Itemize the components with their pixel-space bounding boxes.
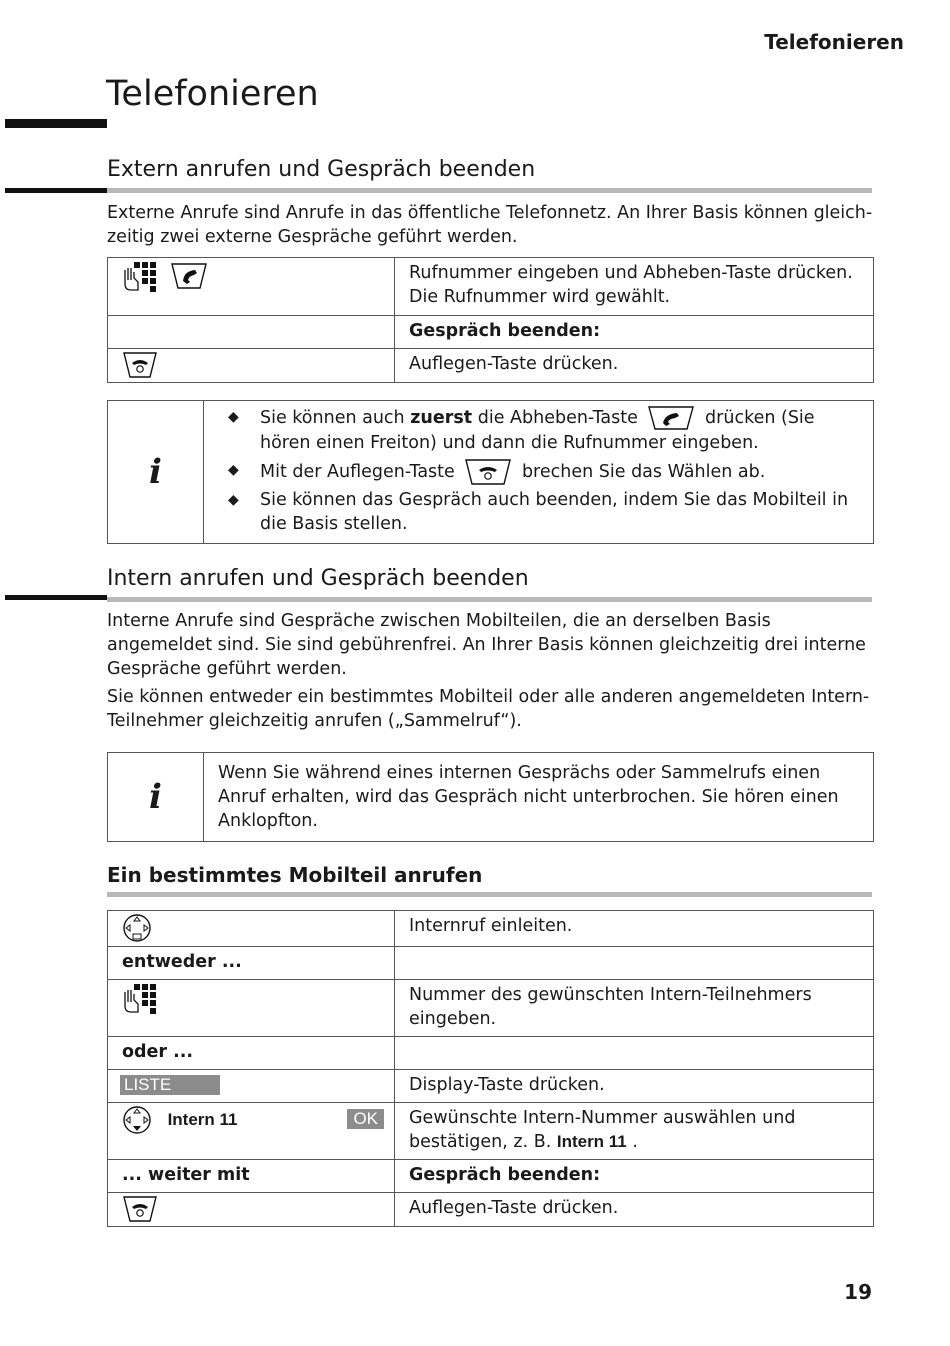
info-text — [204, 401, 873, 543]
hangup-key-icon — [122, 1195, 158, 1223]
table-row — [108, 349, 874, 383]
bullet-icon: ◆ — [228, 492, 239, 508]
list-item: ◆ Mit der Auflegen-Taste brechen Sie das Wählen ab. — [218, 458, 859, 486]
keypad-icon — [122, 982, 156, 1014]
step-keys-cell — [108, 980, 395, 1037]
step-text: Auflegen-Taste drücken. — [395, 1193, 874, 1227]
ok-softkey[interactable]: OK — [347, 1109, 384, 1129]
table-row — [108, 947, 874, 980]
step-text: Internruf einleiten. — [395, 911, 874, 947]
handset-lift-icon — [647, 405, 695, 431]
step-empty-cell — [395, 947, 874, 980]
bullet-icon: ◆ — [228, 409, 239, 425]
liste-softkey[interactable]: LISTE — [120, 1075, 220, 1095]
info-text: Wenn Sie während eines internen Gesprächs oder Sammelrufs einen Anruf erhalten, wird das Gespräch nicht unterbrochen. Sie hören einen Anklopfton. — [218, 763, 839, 831]
section-heading-extern: Extern anrufen und Gespräch beenden — [107, 157, 536, 182]
page-title: Telefonieren — [106, 74, 319, 114]
subsection-heading: Ein bestimmtes Mobilteil anrufen — [107, 863, 483, 887]
table-row — [108, 258, 874, 316]
step-text: Gewünschte Intern-Nummer auswählen und bestätigen, z. B. Intern 11 . — [395, 1103, 874, 1160]
step-keys-cell — [108, 1193, 395, 1227]
info-box-intern — [107, 752, 874, 842]
step-label: oder ... — [108, 1037, 395, 1070]
step-keys-cell — [108, 911, 395, 947]
step-text: Gespräch beenden: — [395, 316, 874, 349]
keypad-icon — [122, 260, 156, 292]
table-row — [108, 316, 874, 349]
section-heading-intern: Intern anrufen und Gespräch beenden — [107, 566, 529, 591]
table-row — [108, 1160, 874, 1193]
step-text: Nummer des gewünschten Intern-Teilnehmers eingeben. — [395, 980, 874, 1037]
section-rule-grey — [107, 597, 872, 602]
navigation-key-icon — [122, 913, 152, 943]
steps-table-extern — [107, 257, 874, 383]
info-icon: i — [108, 753, 204, 841]
hangup-key-icon — [122, 351, 158, 379]
list-item: ◆ Sie können auch zuerst die Abheben-Taste drücken (Sie hören einen Freiton) und dann die Rufnummer eingeben. — [218, 405, 859, 455]
step-keys-cell — [108, 1103, 395, 1160]
steps-table-intern — [107, 910, 874, 1227]
table-row — [108, 1193, 874, 1227]
table-row — [108, 1070, 874, 1103]
page-number: 19 — [844, 1280, 872, 1304]
intro-intern-1: Interne Anrufe sind Gespräche zwischen Mobilteilen, die an derselben Basis angemeldet sind. Sie sind gebührenfrei. An Ihrer Basis können gleichzeitig drei interne Gespräche geführt werden. — [107, 611, 866, 679]
step-label: ... weiter mit — [108, 1160, 395, 1193]
bullet-icon: ◆ — [228, 462, 239, 478]
step-text: Gespräch beenden: — [395, 1160, 874, 1193]
step-empty-cell — [395, 1037, 874, 1070]
step-empty-cell — [108, 316, 395, 349]
step-label: entweder ... — [108, 947, 395, 980]
table-row — [108, 1037, 874, 1070]
section-rule-black — [5, 595, 107, 600]
hangup-key-icon — [464, 458, 512, 486]
intro-intern-2: Sie können entweder ein bestimmtes Mobilteil oder alle anderen angemeldeten Intern-Teilnehmer gleichzeitig anrufen („Sammelruf“). — [107, 687, 870, 731]
table-row — [108, 1103, 874, 1160]
section-rule-black — [5, 188, 107, 193]
subsection-rule — [107, 892, 872, 897]
handset-lift-icon — [170, 262, 208, 290]
step-text: Display-Taste drücken. — [395, 1070, 874, 1103]
step-keys-cell — [108, 349, 395, 383]
step-keys-cell — [108, 258, 395, 316]
info-icon: i — [108, 401, 204, 543]
table-row — [108, 980, 874, 1037]
section-rule-grey — [107, 188, 872, 193]
table-row — [108, 911, 874, 947]
running-header: Telefonieren — [764, 30, 904, 54]
navigation-key-down-icon — [122, 1105, 152, 1135]
list-item: ◆ Sie können das Gespräch auch beenden, indem Sie das Mobilteil in die Basis stellen. — [218, 488, 859, 536]
step-text: Auflegen-Taste drücken. — [395, 349, 874, 383]
title-rule — [5, 119, 107, 128]
step-text: Rufnummer eingeben und Abheben-Taste drücken. Die Rufnummer wird gewählt. — [395, 258, 874, 316]
step-keys-cell — [108, 1070, 395, 1103]
display-entry: Intern 11 — [167, 1110, 238, 1129]
info-box-extern — [107, 400, 874, 544]
intro-extern: Externe Anrufe sind Anrufe in das öffentliche Telefonnetz. An Ihrer Basis können gleichzeitig zwei externe Gespräche geführt werden. — [107, 203, 873, 247]
